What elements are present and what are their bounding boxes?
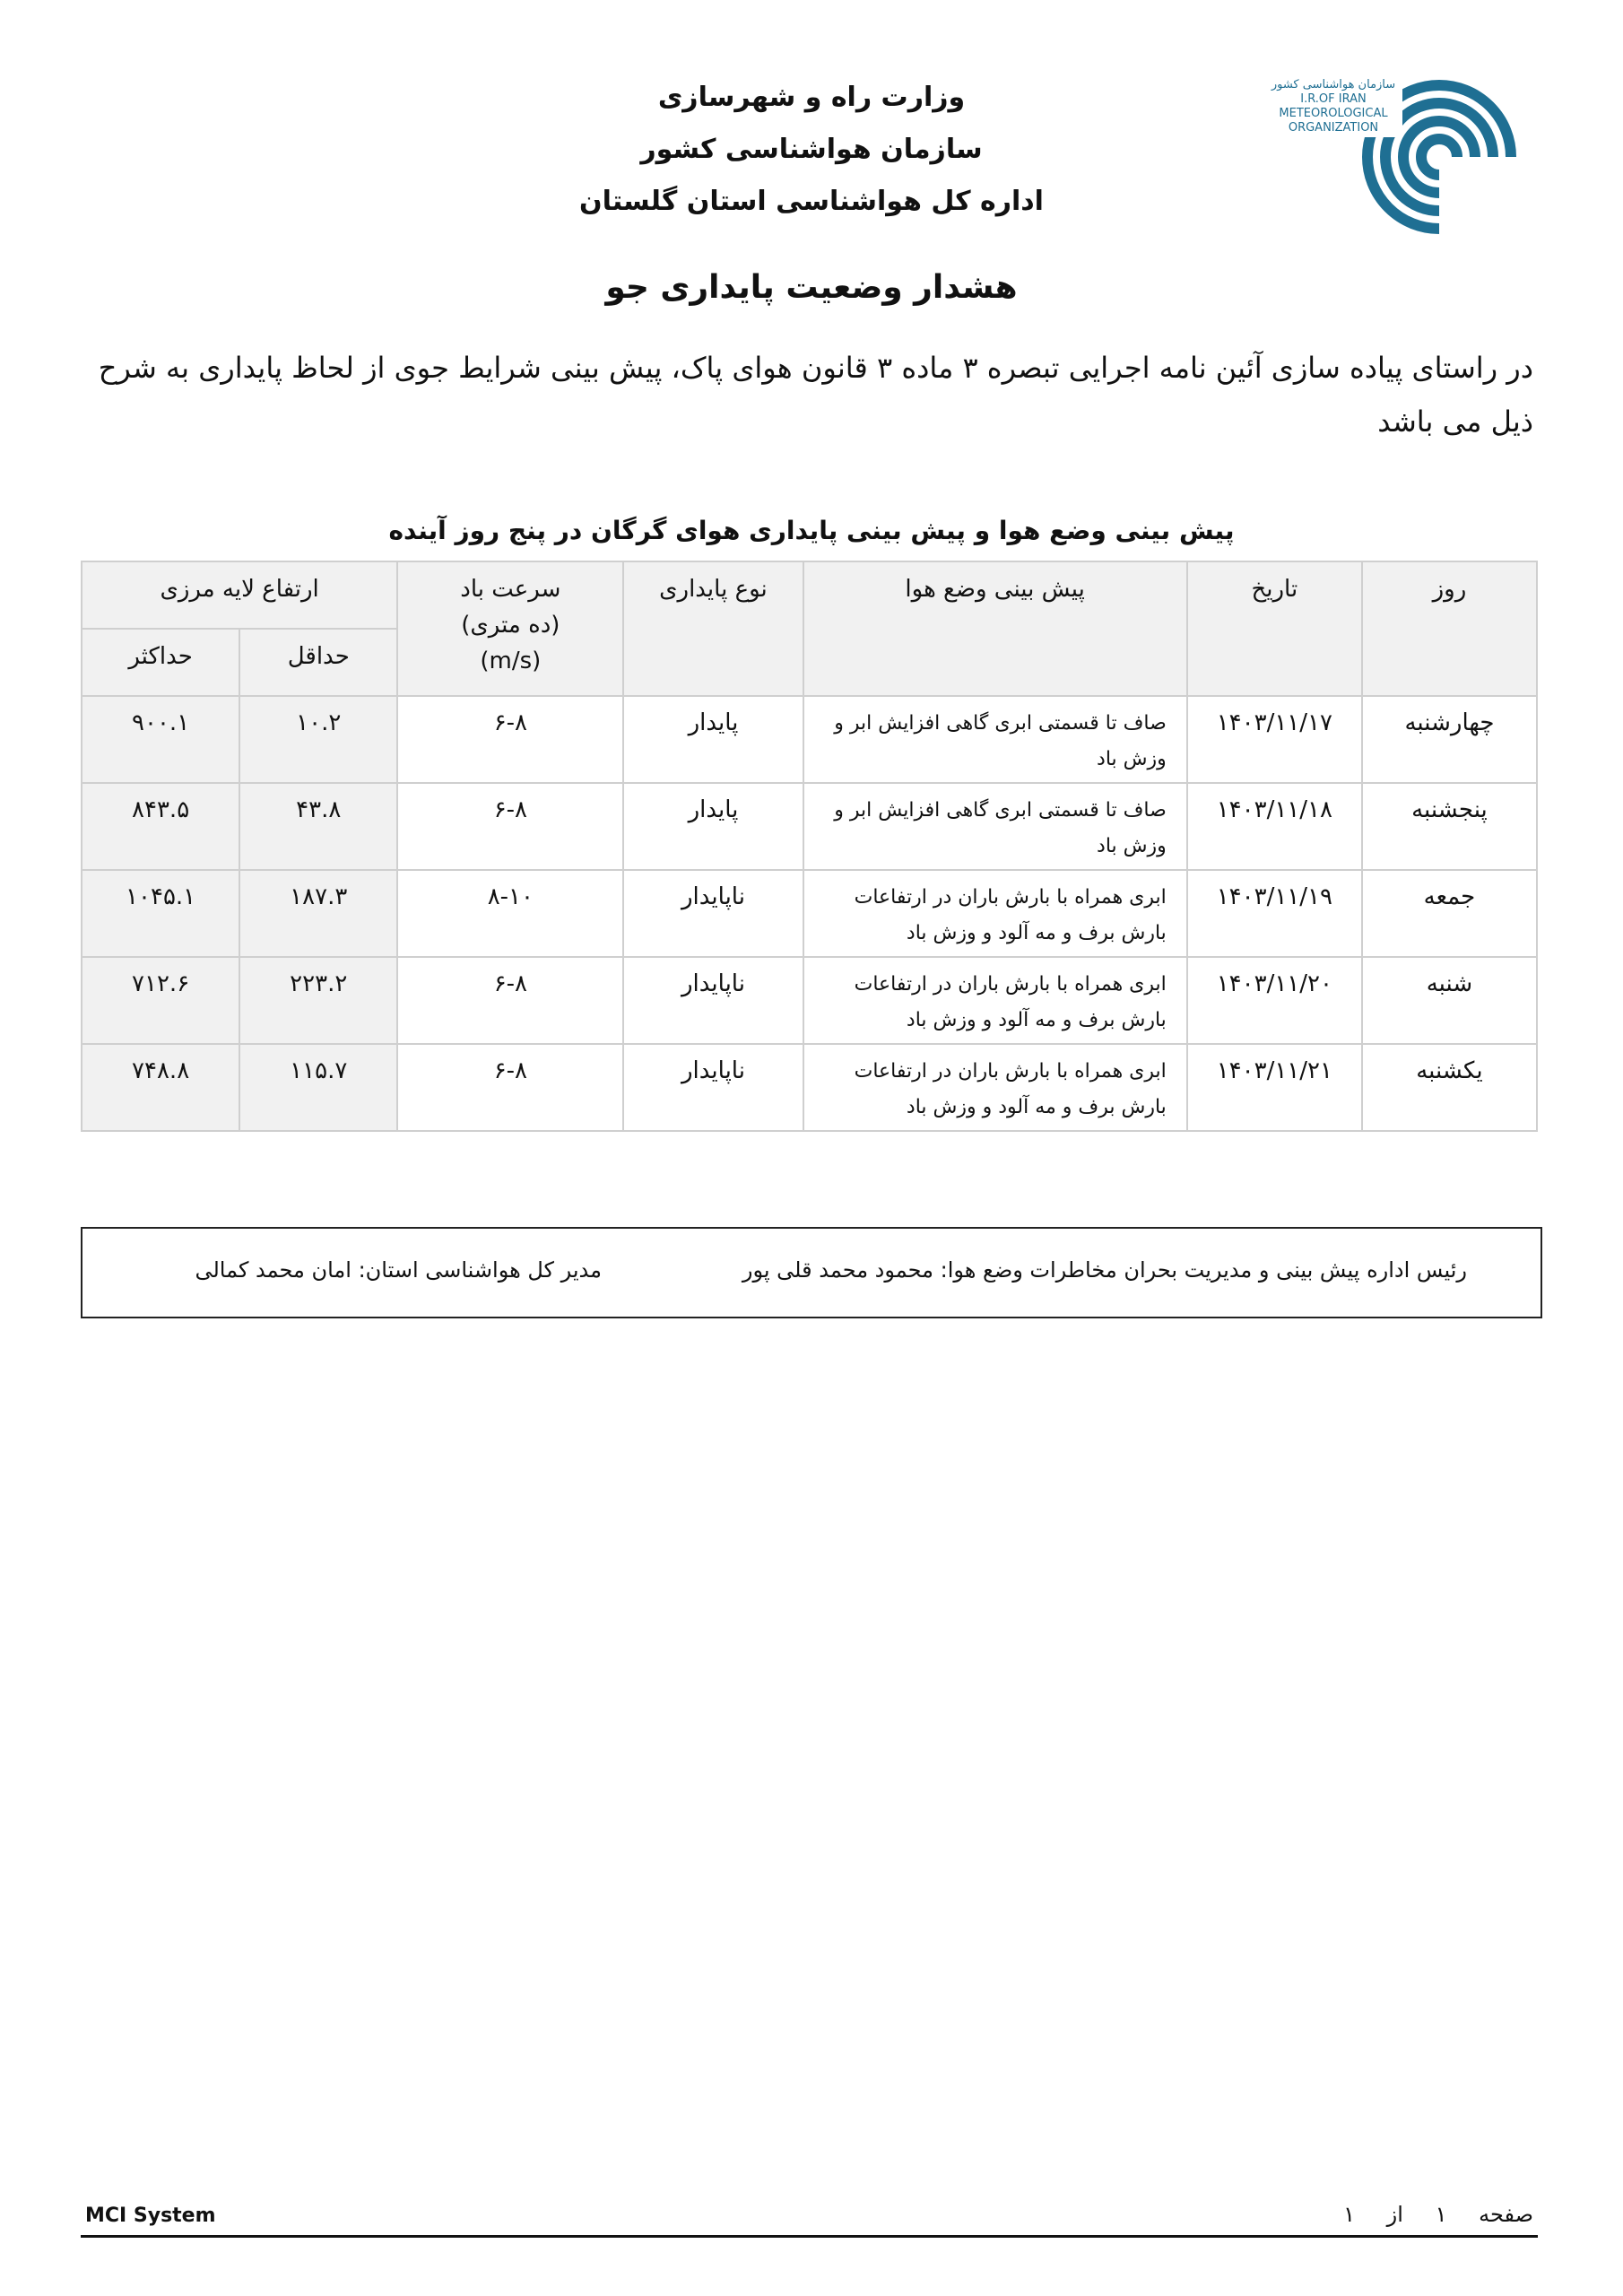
table-row	[82, 696, 1537, 783]
cell-min: ۱۱۵.۷	[239, 1044, 397, 1131]
cell-day: یکشنبه	[1362, 1044, 1537, 1131]
logo-text-en-1: I.R.OF IRAN	[1300, 92, 1367, 106]
table-title: پیش بینی وضع هوا و پیش بینی پایداری هوای گرگان در پنج روز آینده	[388, 516, 1235, 545]
header-wind-l1: سرعت باد	[460, 576, 561, 603]
cell-forecast: صاف تا قسمتی ابری گاهی افزایش ابر و وزش باد	[803, 696, 1187, 783]
organization-name: سازمان هواشناسی کشور	[640, 134, 983, 165]
cell-forecast: ابری همراه با بارش باران در ارتفاعات بارش برف و مه آلود و وزش باد	[803, 957, 1187, 1044]
cell-date: ۱۴۰۳/۱۱/۲۱	[1187, 1044, 1362, 1131]
page-current: ۱	[1435, 2202, 1447, 2227]
footer-divider	[81, 2235, 1538, 2238]
header-wind-l3: (m/s)	[480, 648, 542, 674]
cell-day: شنبه	[1362, 957, 1537, 1044]
cell-date: ۱۴۰۳/۱۱/۱۷	[1187, 696, 1362, 783]
cell-min: ۱۸۷.۳	[239, 870, 397, 957]
director-general-signature: مدیر کل هواشناسی استان: امان محمد کمالی	[195, 1257, 602, 1283]
intro-paragraph: در راستای پیاده سازی آئین نامه اجرایی تبصره ۳ ماده ۳ قانون هوای پاک، پیش بینی شرایط جوی از لحاظ پایداری به شرح ذیل می باشد	[98, 351, 1533, 439]
cell-max: ۷۱۲.۶	[82, 957, 239, 1044]
document-title: هشدار وضعیت پایداری جو	[605, 269, 1018, 306]
cell-min: ۴۳.۸	[239, 783, 397, 870]
header-date: تاریخ	[1187, 561, 1362, 696]
cell-day: چهارشنبه	[1362, 696, 1537, 783]
table-row	[82, 1044, 1537, 1131]
cell-stability: ناپایدار	[623, 957, 803, 1044]
cell-stability: ناپایدار	[623, 1044, 803, 1131]
header-day: روز	[1362, 561, 1537, 696]
cell-stability: ناپایدار	[623, 870, 803, 957]
cell-day: جمعه	[1362, 870, 1537, 957]
cell-forecast: ابری همراه با بارش باران در ارتفاعات بارش برف و مه آلود و وزش باد	[803, 1044, 1187, 1131]
cell-min: ۲۲۳.۲	[239, 957, 397, 1044]
cell-forecast: صاف تا قسمتی ابری گاهی افزایش ابر و وزش باد	[803, 783, 1187, 870]
header-min: حداقل	[239, 629, 397, 696]
cell-date: ۱۴۰۳/۱۱/۲۰	[1187, 957, 1362, 1044]
cell-day: پنجشنبه	[1362, 783, 1537, 870]
forecast-head-signature: رئیس اداره پیش بینی و مدیریت بحران مخاطرات وضع هوا: محمود محمد قلی پور	[742, 1257, 1467, 1283]
forecast-table	[81, 561, 1538, 1132]
page-number	[1318, 2202, 1533, 2227]
ministry-name: وزارت راه و شهرسازی	[657, 82, 966, 113]
cell-date: ۱۴۰۳/۱۱/۱۸	[1187, 783, 1362, 870]
header-forecast: پیش بینی وضع هوا	[803, 561, 1187, 696]
logo-text-en-2: METEOROLOGICAL	[1279, 107, 1388, 120]
cell-wind: ۶-۸	[397, 696, 623, 783]
page-label: صفحه	[1479, 2202, 1533, 2227]
cell-date: ۱۴۰۳/۱۱/۱۹	[1187, 870, 1362, 957]
cell-stability: پایدار	[623, 783, 803, 870]
page-total: ۱	[1343, 2202, 1356, 2227]
table-row	[82, 957, 1537, 1044]
department-name: اداره کل هواشناسی استان گلستان	[579, 186, 1044, 217]
cell-wind: ۸-۱۰	[397, 870, 623, 957]
logo-text-en-3: ORGANIZATION	[1288, 121, 1379, 135]
header-wind-l2: (ده متری)	[461, 612, 560, 639]
header-wind-speed	[397, 561, 623, 696]
page-of-label: از	[1386, 2202, 1403, 2227]
cell-max: ۱۰۴۵.۱	[82, 870, 239, 957]
cell-wind: ۶-۸	[397, 1044, 623, 1131]
cell-max: ۹۰۰.۱	[82, 696, 239, 783]
letterhead	[0, 72, 1623, 228]
table-row	[82, 783, 1537, 870]
cell-wind: ۶-۸	[397, 957, 623, 1044]
cell-forecast: ابری همراه با بارش باران در ارتفاعات بارش برف و مه آلود و وزش باد	[803, 870, 1187, 957]
cell-wind: ۶-۸	[397, 783, 623, 870]
cell-stability: پایدار	[623, 696, 803, 783]
signature-box	[81, 1227, 1542, 1318]
footer-system-name: MCI System	[85, 2205, 216, 2227]
header-stability: نوع پایداری	[623, 561, 803, 696]
cell-min: ۱۰.۲	[239, 696, 397, 783]
cell-max: ۷۴۸.۸	[82, 1044, 239, 1131]
logo-text-fa: سازمان هواشناسی کشور	[1271, 78, 1396, 91]
header-boundary-layer: ارتفاع لایه مرزی	[82, 561, 397, 629]
cell-max: ۸۴۳.۵	[82, 783, 239, 870]
header-max: حداکثر	[82, 629, 239, 696]
table-row	[82, 870, 1537, 957]
